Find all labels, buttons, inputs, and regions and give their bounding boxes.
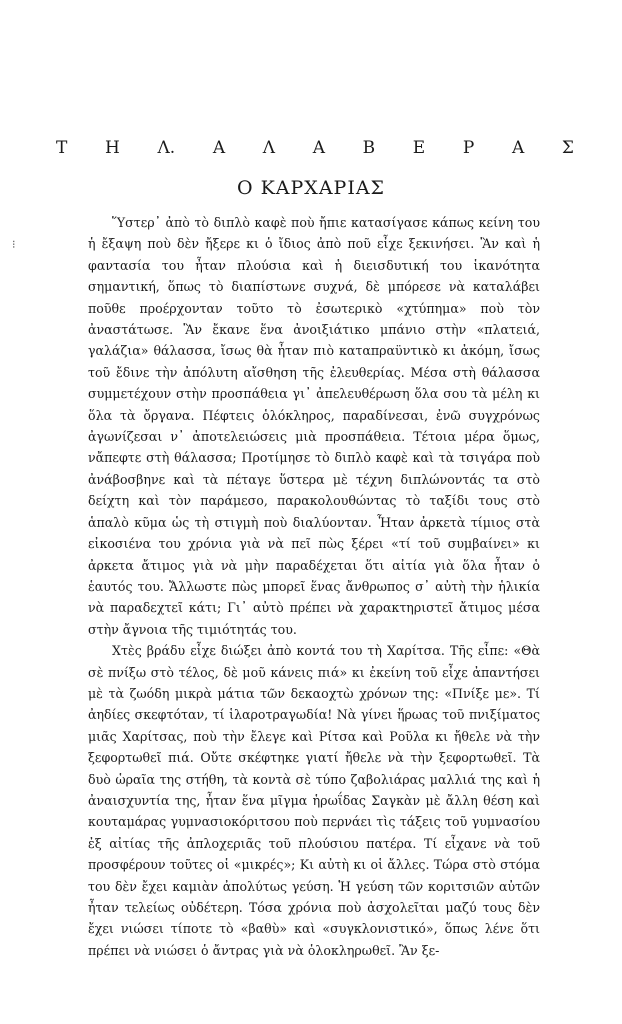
author-letter: Β: [362, 138, 376, 158]
author-name: [56, 138, 574, 158]
author-letter: Λ: [262, 138, 276, 158]
author-letter: Τ: [56, 138, 68, 158]
paragraph: Ὕστερ᾽ ἀπὸ τὸ διπλὸ καφὲ ποὺ ἤπιε κατασίγασε κάπως κείνη του ἡ ἔξαψη ποὺ δὲν ἤξερε κι ὁ ἴδιος ἀπὸ ποῦ εἶχε ξεκινήσει. Ἂν καὶ ἡ φαντασία του ἦταν πλούσια καὶ ἡ διεισδυτική του ἱκανότητα σημαντική, ὅπως τὸ διαπίστωνε συχνά, δὲ μπόρεσε νὰ καταλάβει πoῦθε προέρχονταν τοῦτο τὸ ἐσωτερικὸ «χτύπημα» ποὺ τὸν ἀναστάτωσε. Ἂν ἔκανε ἕνα ἀνοιξιάτικο μπάνιο στὴν «πλατειά, γαλάζια» θάλασσα, ἴσως θὰ ἦταν πιὸ καταπραϋντικὸ κι ἀκόμη, ἴσως τοῦ ἔδινε τὴν ἀπόλυτη αἴσθηση τῆς ἐλευθερίας. Μέσα στὴ θάλασσα συμμετέχουν στὴν προσπάθεια γι᾽ ἀπελευθέρωση ὅλα σου τὰ μέλη κι ὅλα τὰ ὄργανα. Πέφτεις ὁλόκληρος, παραδίνεσαι, ἐνῶ συγχρόνως ἀγωνίζεσαι ν᾽ ἀποτελειώσεις μιὰ προσπάθεια. Τέτοια μέρα ὅμως, νἄπεφτε στὴ θάλασσα; Προτίμησε τὸ διπλὸ καφὲ καὶ τὰ τσιγάρα ποὺ ἀνάβοσβηνε καὶ τὰ πέταγε ὕστερα μὲ τέχνη διπλώνοντάς τα στὸ δείχτη καὶ τὸν παράμεσο, παρακολουθώντας τὸ ταξίδι τους στὸ ἁπαλὸ κῦμα ὡς τὴ στιγμὴ ποὺ διαλύονταν. Ἦταν ἀρκετὰ τίμιος στὰ εἰκοσιένα του χρόνια γιὰ νὰ πεῖ πὼς ξέρει «τί τοῦ συμβαίνει» κι ἀρκετα ἄτιμος γιὰ νὰ μὴν παραδέχεται ὅτι αἰτία γιὰ ὅλα ἦταν ὁ ἑαυτός του. Ἄλλωστε πὼς μπορεῖ ἕνας ἄνθρωπος σ᾽ αὐτὴ τὴν ἡλικία νὰ παραδεχτεῖ κάτι; Γι᾽ αὐτὸ πρέπει νὰ χαρακτηριστεῖ ἄτιμος μέσα στὴν ἄγνοια τῆς τιμιότητάς του.: [88, 215, 540, 637]
story-title: Ο ΚΑΡΧΑΡΙΑΣ: [236, 177, 385, 199]
author-letter: Α: [511, 138, 525, 158]
author-letter: Α: [312, 138, 325, 158]
author-letter: Σ: [561, 138, 574, 158]
author-letter: Ρ: [462, 138, 475, 158]
author-letter: Ε: [412, 138, 426, 158]
margin-mark: ⁝: [12, 238, 16, 251]
author-letter: Λ.: [157, 138, 176, 158]
paragraph: Χτὲς βράδυ εἶχε διώξει ἀπὸ κοντά του τὴ Χαρίτσα. Τῆς εἶπε: «Θὰ σὲ πνίξω στὸ τέλος, δὲ μοῦ κάνεις πιά» κι ἐκείνη τοῦ εἶχε ἀπαντήσει μὲ τὰ ζωόδη μικρὰ μάτια τῶν δεκαοχτὼ χρόνων της: «Πνίξε με». Τί ἀηδίες σκεφτόταν, τί ἱλαροτραγωδία! Νὰ γίνει ἥρωας τοῦ πνιξίματος μιᾶς Χαρίτσας, ποὺ τὴν ἔλεγε καὶ Ρίτσα καὶ Ροῦλα κι ἤθελε νὰ τὴν ξεφορτωθεῖ πιά. Οὔτε σκέφτηκε γιατί ἤθελε νὰ τὴν ξεφορτωθεῖ. Τὰ δυὸ ὡραῖα της στήθη, τὰ κοντὰ σὲ τύπο ζαβολιάρας μαλλιά της καὶ ἡ ἀναισχυντία της, ἦταν ἕνα μῖγμα ἡρωΐδας Σαγκὰν μὲ ἄλλη θέση καὶ κουταμάρας γυμνασιοκόριτσου ποὺ περνάει τὶς τάξεις τοῦ γυμνασίου ἐξ αἰτίας τῆς ἀπλοχεριᾶς τοῦ πλούσιου πατέρα. Τί εἶχανε νὰ τοῦ προσφέρουν τοῦτες οἱ «μικρές»; Κι αὐτὴ κι οἱ ἄλλες. Τώρα στὸ στόμα του δὲν ἔχει καμιὰν ἀπολύτως γεύση. Ἡ γεύση τῶν κοριτσιῶν αὐτῶν ἦταν τελείως οὐδέτερη. Τόσα χρόνια ποὺ ἀσχολεῖται μαζύ τους δὲν ἔχει νιώσει τίποτε τὸ «βαθὺ» καὶ «συγκλονιστικό», ὅπως λένε ὅτι πρέπει νὰ νιώσει ὁ ἄντρας γιὰ νὰ ὁλοκληρωθεῖ. Ἂν ξε-: [88, 643, 540, 958]
author-letter: Η: [105, 138, 120, 158]
story-body: [88, 212, 540, 961]
author-letter: Α: [212, 138, 226, 158]
